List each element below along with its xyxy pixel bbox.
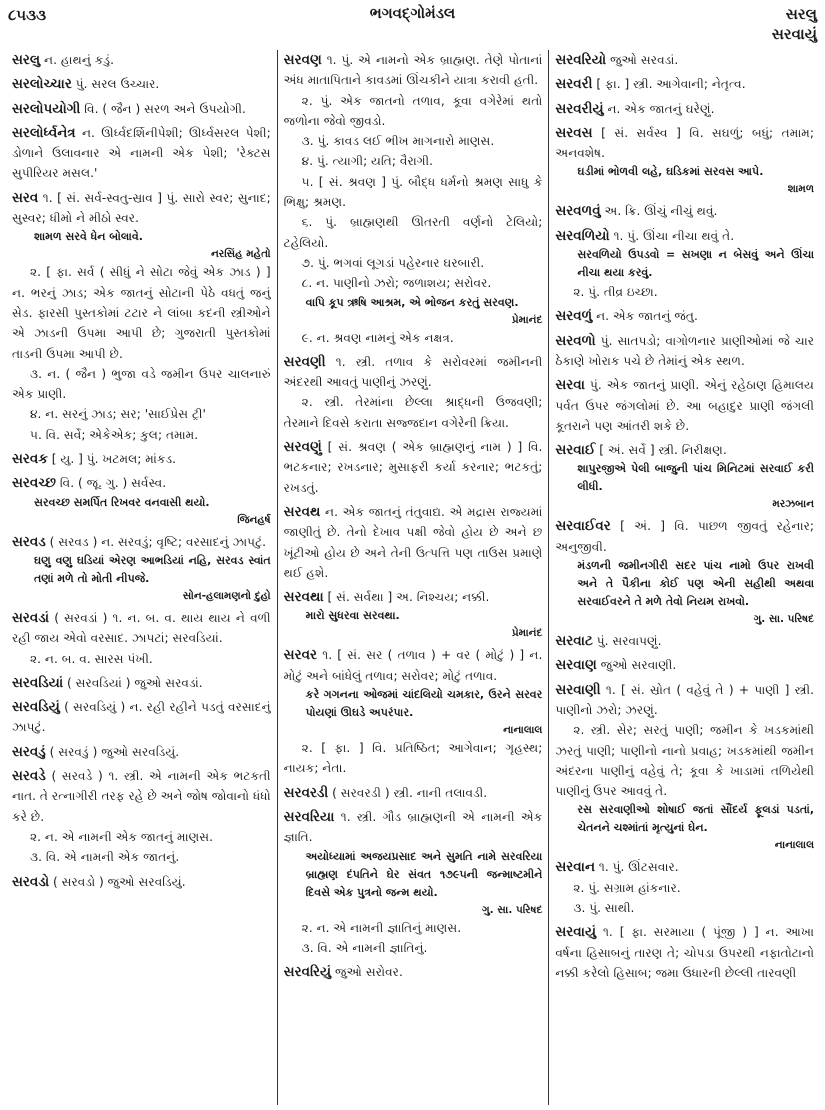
sense-text: ૯. ન. શ્રવણ નામનું એક નક્ષત્ર. (301, 330, 454, 345)
entry-headword: સરવણ (283, 52, 322, 68)
dictionary-entry (284, 962, 543, 982)
dictionary-entry (555, 440, 814, 512)
entry-sense (12, 449, 271, 469)
dictionary-entry (555, 99, 814, 119)
entry-sense (555, 922, 814, 983)
entry-sense (284, 807, 543, 848)
dictionary-entry (555, 201, 814, 221)
dictionary-entry (555, 306, 814, 326)
page-header (0, 0, 825, 46)
entry-headword: સરવાઈ (555, 442, 596, 459)
entry-headword: સરવથ (283, 503, 321, 520)
sense-text: જુઓ સરવાણી. (600, 658, 677, 673)
entry-sense (12, 473, 271, 493)
sense-text: ૩. ન. ( જૈન ) ભુજા વડે જમીન ઉપર ચાલનારું એક પ્રાણી. (12, 366, 271, 402)
entry-sense (284, 962, 543, 982)
entry-headword: સરવાણ (555, 657, 597, 674)
entry-sense (555, 720, 814, 801)
entry-sense (284, 645, 543, 686)
sense-text: ૧. [ સં. સ્રોત ( વહેવું તે ) + પાણી ] સ્ત્રી. પાણીનો ઝરો; ઝરણું. (555, 682, 815, 717)
entry-sense (12, 827, 271, 847)
dictionary-entry (555, 331, 814, 372)
sense-text: ૮. ન. પાણીનો ઝરો; જળાશય; સરોવર. (301, 276, 492, 291)
dictionary-entry (12, 123, 271, 184)
sense-text: ૩. પું. કાવડ લઈ ભીખ માગનારો માણસ. (301, 134, 495, 149)
entry-headword: સરવડાં (12, 609, 50, 626)
quote-source: નાનાલાલ (503, 724, 543, 737)
sense-text: [ સં. સર્વસ્વ ] વિ. સઘળું; બધું; તમામ; અનવશેષ. (555, 125, 815, 161)
sense-text: ૨. પું. એક જાતનો તળાવ, કૂવા વગેરેમાં થતો જળોના જેવો જીવડો. (283, 93, 543, 128)
entry-headword: સરલુ (12, 52, 41, 68)
entry-sense (284, 502, 543, 583)
entry-headword: સરવડિયાં (12, 674, 64, 691)
sense-text: પું. એક જાતનું પ્રાણી. એનું રહેઠાણ હિમાલય પર્વત ઉપર જંગલોમાં છે. આ બહાદુર પ્રાણી જંગલી કૂતરાને પણ આંતરી શકે છે. (555, 378, 815, 433)
sense-text: ( સરવડો ) જુઓ સરવડિયું. (53, 874, 186, 889)
usage-quote: મારો સુધરવા સરવથા. (305, 609, 400, 623)
sense-text: ( સરવડ ) ન. સરવડું; વૃષ્ટિ; વરસાદનું ઝાપટું. (49, 534, 267, 549)
sense-text: ૩. વિ. એ નામની એક જાતનું. (30, 850, 180, 865)
dictionary-entry (555, 74, 814, 94)
entry-sense (12, 123, 271, 184)
quote-source: ગુ. સા. પરિષદ (481, 903, 543, 916)
sense-text: ૪. પું. ત્યાગી; યતિ; વૈરાગી. (301, 154, 433, 169)
dictionary-entry (12, 74, 271, 94)
entry-sense (12, 766, 271, 827)
sense-text: પું. સરવાપણું. (596, 634, 662, 649)
entry-sense (12, 532, 271, 552)
book-title: ભગવદ્ગોમંડલ (369, 4, 456, 22)
entry-headword: સરવડે (12, 768, 46, 785)
sense-text: જુઓ સરોવર. (334, 965, 403, 980)
dictionary-entry (555, 631, 814, 651)
entry-sense (284, 738, 543, 779)
entry-sense (284, 392, 543, 433)
entry-sense (555, 516, 814, 557)
dictionary-entry (555, 123, 814, 198)
sense-text: ૧. સ્ત્રી. ગૌડ બ્રાહ્મણની એ નામની એક જ્ઞાતિ. (283, 809, 543, 845)
sense-text: ૧. [ સં. સર ( તળાવ ) + વર ( મોટું ) ] ન. મોટું અને બાંધેલું તળાવ; સરોવર; મોટું તળાવ. (283, 648, 543, 683)
quote-source: સોન-હલામણનો દુહો (182, 589, 271, 602)
entry-sense (555, 74, 814, 94)
entry-sense (284, 212, 543, 253)
entry-sense (284, 918, 543, 938)
entry-sense (284, 131, 543, 151)
quote-source: પ્રેમાનંદ (511, 313, 543, 326)
usage-quote: અયોધ્યામાં અજયપ્રસાદ અને સુમતિ નામે સરવરિયા બ્રાહ્મણ દંપતિને ઘેર સંવત ૧૭૯૫ની જન્માષ્ટમીને દિવસે એક પુત્રનો જન્મ થયો. (305, 849, 543, 899)
sense-text: ૨. પું. તીવ્ર ઇચ્છા. (573, 285, 658, 300)
entry-sense (284, 50, 543, 91)
entry-headword: સરવણી (283, 353, 326, 370)
sense-text: ૧. [ સં. સર્વ-સ્વતુ-સ્રાવ ] પું. સારો સ્વર; સુનાદ; સુસ્વર; ધીમો ને મીઠો સ્વર. (12, 190, 271, 226)
sense-text: ૬. પું. બ્રાહ્મણથી ઊતરતી વર્ણનો ટેલિયો; ટહેલિયો. (283, 215, 543, 250)
sense-text: ૧. પું. ઊંટસવાર. (598, 860, 679, 875)
entry-headword: સરવડિયું (12, 699, 60, 716)
sense-text: પું. સાતપડો; વાગોળનાર પ્રાણીઓમાં જે ચાર ઠેકાણે ખોરાક પચે છે તેમાંનું એક સ્થળ. (555, 333, 815, 368)
sense-text: ( સરવરડી ) સ્ત્રી. નાની તલાવડી. (332, 785, 488, 800)
dictionary-entry (12, 449, 271, 469)
entry-sense (555, 50, 814, 70)
entry-sense (555, 99, 814, 119)
entry-headword: સરવા (555, 377, 585, 394)
entry-sense (284, 91, 543, 132)
sense-text: ૧. સ્ત્રી. તળાવ કે સરોવરમાં જમીનની અંદરથી આવતું પાણીનું ઝરણું. (283, 354, 543, 390)
entry-headword: સરવણું (283, 439, 322, 456)
dictionary-entry (12, 50, 271, 70)
entry-sense (12, 697, 271, 738)
entry-sense (12, 404, 271, 424)
usage-quote: શામળ સરવે ધેન બોલાવે. (34, 230, 143, 244)
sense-text: ( સરવડે ) ૧. સ્ત્રી. એ નામની એક ભટકતી નાત. તે રત્નાગીરી તરફ રહે છે અને જોષ જોવાનો ધંધો કરે છે. (12, 769, 271, 824)
sense-text: ન. ઊર્ધ્વદર્શિનીપેશી; ઊર્ધ્વસરલ પેશી; ડોળાને ઉલાવનાર એ નામની એક પેશી; 'રેક્ટસ સુપીરિયર મસલ.' (12, 125, 271, 181)
usage-quote: વાપિ કૂપ ઋષિ આશ્રમ, એ ભોજન કરતું સરવણ. (305, 295, 519, 309)
dictionary-entry (12, 532, 271, 604)
entry-headword: સરલોચ્ચાર (12, 76, 72, 93)
entry-sense (12, 608, 271, 649)
entry-headword: સરવરીયું (555, 100, 604, 117)
entry-headword: સરવરી (555, 76, 593, 93)
entry-sense (555, 898, 814, 918)
sense-text: ૨. [ ફા. ] વિ. પ્રતિષ્ઠિત; આગેવાન; ગૃહસ્થ; નાયક; નેતા. (283, 741, 543, 776)
entry-sense (555, 306, 814, 326)
usage-quote: સરવચ્છ સમર્પિત રિખવર વનવાસી થયો. (34, 495, 210, 509)
entry-headword: સરવળું (555, 308, 593, 325)
dictionary-entry (555, 922, 814, 983)
dictionary-entry (555, 516, 814, 627)
entry-sense (284, 352, 543, 393)
dictionary-column (277, 50, 549, 1105)
sense-text: ૨. [ ફા. સર્વ ( સીધું ને સોટા જેવું એક ઝાડ ) ] ન. ભરનું ઝાડ; એક જાતનું સોટાની પેઠે વધતું જનું સેડ. ફારસી પુસ્તકોમાં ટટાર ને લાંબા કદની સ્ત્રીઓને એ ઝાડની ઉપમા આપી છે; ગુજરાતી પુસ્તકોમાં તાડની ઉપમા આપી છે. (12, 265, 271, 361)
entry-headword: સરવડો (12, 873, 50, 890)
entry-sense (284, 172, 543, 213)
usage-quote: શાપુરજીએ પેલી બાજુની પાંચ મિનિટમાં સરવાઈ કરી લીધી. (577, 462, 815, 494)
dictionary-column (6, 50, 277, 1105)
sense-text: ૪. ન. સરનું ઝાડ; સર; 'સાઈપ્રેસ ટ્રી' (30, 407, 206, 422)
quote-source: ગુ. સા. પરિષદ (753, 613, 815, 626)
entry-sense (12, 74, 271, 94)
sense-text: ન. એક જાતનું જંતુ. (596, 309, 698, 324)
entry-headword: સરવાઈવર (555, 518, 611, 535)
entry-headword: સરવરિયું (283, 964, 332, 981)
page-number: ૮૫૩૩ (8, 6, 47, 24)
sense-text: ( સરવડિયું ) ન. રહી રહીને પડતું વરસાદનું ઝાપટું. (12, 700, 271, 735)
dictionary-columns (6, 50, 820, 1105)
sense-text: ન. એક જાતનું ઘરેણું. (607, 101, 715, 116)
entry-headword: સરલોર્ધ્વનેત્ર (12, 124, 76, 141)
entry-headword: સરવક (12, 451, 48, 468)
entry-headword: સરવાણી (555, 681, 601, 698)
entry-sense (12, 742, 271, 762)
usage-quote: ઘડીમાં ભોળવી લહે, ઘડિકમાં સરવસ આપે. (577, 165, 764, 179)
entry-sense (555, 123, 814, 164)
entry-sense (284, 253, 543, 273)
quote-source: જિનહર્ષ (237, 513, 271, 526)
dictionary-entry (555, 680, 814, 854)
sense-text: ૨. ન. એ નામની જ્ઞાતિનું માણસ. (301, 920, 462, 935)
dictionary-entry (12, 99, 271, 119)
dictionary-entry (284, 587, 543, 641)
entry-headword: સરવળો (555, 332, 596, 349)
dictionary-column (548, 50, 820, 1105)
entry-headword: સરવડ (12, 533, 46, 550)
dictionary-entry (284, 502, 543, 583)
sense-text: ૨. પું. સગ્રામ હાંકનાર. (573, 880, 681, 895)
entry-headword: સરવચ્છ (12, 475, 56, 492)
usage-quote: મંડળની જમીનગીરી સદર પાંચ નામો ઉપર રાખવી અને તે પૈકીના કોઈ પણ એની સહીથી અથવા સરવાઈવરને તે મળે તેવો નિયમ રાખવો. (577, 559, 815, 609)
sense-text: ૫. [ સં. શ્રવણ ] પું. બૌદ્ધ ધર્મનો શ્રમણ સાધુ કે ભિક્ષુ; શ્રમણ. (283, 174, 543, 210)
usage-quote: રસ સરવાણીઓ શોષાઈ જતાં સૌંદર્ય ફૂલડાં પડતાં, ચેતનને ચશ્માંતાં મૃત્યુનાં ઘેન. (577, 803, 815, 835)
entry-sense (555, 331, 814, 372)
sense-text: ( સરવડું ) જુઓ સરવડિયું. (49, 744, 180, 759)
sense-text: [ અં. ] વિ. પાછળ જીવતું રહેનાર; અનુજીવી. (555, 519, 815, 554)
sense-text: ૨. સ્ત્રી. સેર; સરતું પાણી; જમીન કે ખડકમાંથી ઝરતું પાણી; પાણીનો નાનો પ્રવાહ; ખડકમાંથી જમીન અંદરના પાણીનું વહેવું તે; કૂવા કે ખાડામાં તળિયેથી પાણીનું ઉપર આવવું તે. (555, 723, 815, 799)
sense-text: પું. સરલ ઉચ્ચાર. (75, 77, 160, 92)
sense-text: ( સરવડાં ) ૧. ન. બ. વ. થાય થાય ને વળી રહી જાય એવો વરસાદ. ઝાપટાં; સરવડિયાં. (12, 610, 271, 646)
quote-source: નરસિંહ મહેતો (210, 248, 271, 261)
sense-text: ન. એક જાતનું તંતુવાદ્ય. એ મદ્રાસ રાજ્યમાં જાણીતું છે. તેનો દેખાવ પક્ષી જેવો હોય છે અને છ ખૂંટીઓ હોય છે અને તેની ઉત્પત્તિ પણ તાઉસ પ્રમાણે થઈ હશે. (283, 504, 543, 580)
guide-first-word: સરલુ (785, 5, 817, 23)
sense-text: અ. ક્રિ. ઊંચું નીચું થવું. (604, 204, 718, 219)
entry-headword: સરવડું (12, 743, 46, 760)
entry-headword: સરવસ (555, 124, 593, 141)
guide-words (772, 4, 817, 44)
dictionary-entry (555, 375, 814, 436)
entry-sense (284, 587, 543, 607)
entry-sense (12, 872, 271, 892)
usage-quote: ઘણુ વણુ ઘડિયાં એરણ આભડિયાં નહિ, સરવડ સ્વાંત તણાં મળે તો મોતી નીપજે. (34, 553, 271, 585)
dictionary-entry (12, 188, 271, 445)
entry-headword: સરવ (12, 189, 39, 206)
entry-sense (284, 151, 543, 171)
dictionary-entry (284, 352, 543, 433)
sense-text: [ અં. સર્વે ] સ્ત્રી. નિરીક્ષણ. (599, 443, 727, 458)
sense-text: [ સં. સર્વથા ] અ. નિશ્ચય; નક્કી. (327, 590, 490, 605)
entry-sense (555, 226, 814, 246)
entry-headword: સરવરિયો (555, 52, 607, 68)
dictionary-entry (12, 766, 271, 867)
entry-sense (284, 938, 543, 958)
quote-source: નાનાલાલ (774, 839, 815, 852)
sense-text: [ યુ. ] પું. ખટમલ; માંકડ. (51, 452, 177, 467)
entry-sense (555, 878, 814, 898)
dictionary-entry (284, 50, 543, 348)
entry-sense (555, 282, 814, 302)
entry-sense (284, 437, 543, 498)
entry-sense (12, 99, 271, 119)
entry-sense (12, 847, 271, 867)
quote-source: પ્રેમાનંદ (511, 627, 543, 640)
entry-sense (284, 328, 543, 348)
sense-text: ૧. પું. એ નામનો એક બ્રાહ્મણ. તેણે પોતાનાં અંધ માતાપિતાને કાવડમાં ઊંચકીને યાત્રા કરાવી હતી. (283, 53, 543, 88)
entry-headword: સરવાન (555, 859, 596, 876)
entry-sense (555, 857, 814, 877)
dictionary-entry (12, 608, 271, 669)
entry-sense (555, 631, 814, 651)
entry-sense (555, 680, 814, 721)
entry-sense (12, 262, 271, 363)
sense-text: ૧. પું. ઊંચા નીચા થવું તે. (613, 228, 735, 243)
sense-text: ૨. ન. બ. વ. સારસ પંખી. (30, 651, 153, 666)
guide-last-word: સરવાયું (771, 25, 817, 43)
entry-sense (555, 201, 814, 221)
dictionary-entry (555, 857, 814, 918)
sense-text: ન. હાથનું કડું. (44, 53, 114, 67)
usage-quote: કરે ગગનના ઓજમાં ચાંદલિયો ચમકાર, ઉરને સરવર પોયણાં ઊઘડે અપરંપાર. (305, 688, 543, 720)
dictionary-entry (555, 655, 814, 675)
quote-source: મરઝબાન (772, 498, 815, 511)
entry-sense (555, 375, 814, 436)
dictionary-entry (12, 697, 271, 738)
entry-sense (555, 655, 814, 675)
quote-source: શામળ (787, 183, 815, 196)
sense-text: [ સં. શ્રવણ ( એક બ્રાહ્મણનું નામ ) ] વિ. ભટકનાર; રખડનાર; મુસાફરી કર્યા કરનાર; ભટકતું; રખડતું. (283, 440, 543, 495)
entry-headword: સરવરડી (283, 784, 329, 801)
entry-headword: સરવર (283, 647, 317, 664)
entry-headword: સરવાયું (555, 924, 597, 941)
sense-text: વિ. ( જૈન ) સરળ અને ઉપયોગી. (84, 101, 246, 116)
sense-text: વિ. ( જૂ. ગુ. ) સર્વસ્વ. (59, 476, 167, 491)
dictionary-entry (555, 50, 814, 70)
dictionary-entry (284, 783, 543, 803)
entry-headword: સરલોપયોગી (12, 100, 81, 117)
dictionary-entry (12, 872, 271, 892)
entry-headword: સરવથા (283, 589, 324, 606)
entry-headword: સરવળિયો (555, 227, 610, 244)
entry-sense (555, 440, 814, 460)
entry-sense (12, 50, 271, 70)
sense-text: ૨. સ્ત્રી. તેરમાંના છેલ્લા શ્રાદ્ધની ઉજવણી; તેરમાને દિવસે કરાતા સજ્જદાન વગેરેની ક્રિયા. (283, 395, 543, 430)
sense-text: ૨. ન. એ નામની એક જાતનું માણસ. (30, 829, 213, 844)
dictionary-entry (555, 226, 814, 303)
dictionary-entry (284, 437, 543, 498)
dictionary-entry (284, 645, 543, 778)
sense-text: [ ફા. ] સ્ત્રી. આગેવાની; નેતૃત્વ. (596, 77, 746, 92)
entry-sense (12, 649, 271, 669)
entry-sense (284, 783, 543, 803)
sense-text: ( સરવડિયાં ) જુઓ સરવડાં. (67, 675, 203, 690)
entry-sense (12, 673, 271, 693)
sense-text: ૭. પું. ભગવાં લૂગડાં પહેરનાર ઘરબારી. (301, 255, 485, 270)
dictionary-entry (12, 673, 271, 693)
sense-text: ૩. વિ. એ નામની જ્ઞાતિનું. (301, 940, 428, 955)
entry-headword: સરવરિયા (283, 808, 335, 825)
sense-text: ૫. વિ. સર્વે; એકેએક; કુલ; તમામ. (30, 427, 199, 442)
dictionary-entry (284, 807, 543, 958)
dictionary-entry (12, 742, 271, 762)
entry-sense (284, 273, 543, 293)
sense-text: ૧. [ ફા. સરમાયા ( પૂંજી ) ] ન. આખા વર્ષના હિસાબનું તારણ તે; ચોપડા ઉપરથી નફાતોટાનો નક્કી કરેલો હિસાબ; જમા ઉધારની છેલ્લી તારવણી (555, 925, 815, 980)
entry-sense (12, 425, 271, 445)
entry-sense (12, 364, 271, 405)
sense-text: ૩. પું. સાથી. (573, 901, 635, 916)
entry-headword: સરવાટ (555, 633, 593, 650)
dictionary-entry (12, 473, 271, 527)
sense-text: જુઓ સરવડાં. (610, 53, 679, 67)
entry-headword: સરવળવું (555, 203, 601, 220)
usage-quote: સરવળિયો ઉપડવો = સખણા ન બેસવું અને ઊંચા નીચા થયા કરવું. (577, 248, 815, 280)
entry-sense (12, 188, 271, 229)
